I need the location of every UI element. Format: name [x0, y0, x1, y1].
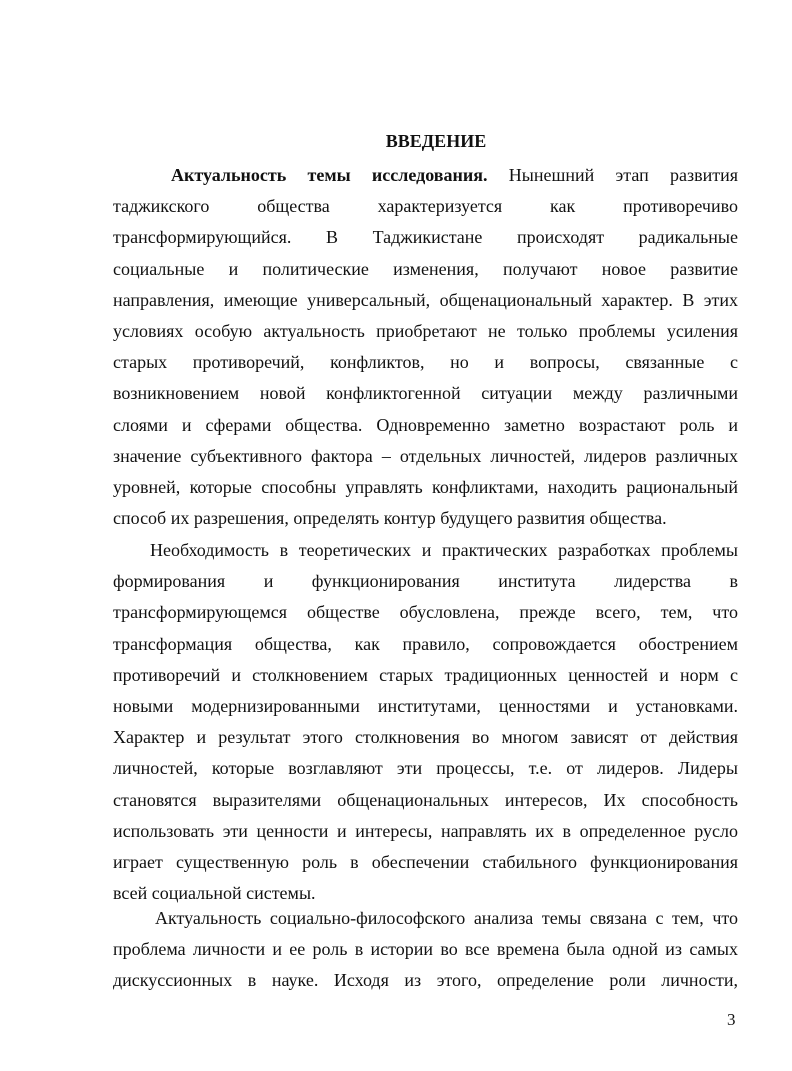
paragraph-line: Характер и результат этого столкновения во многом зависят от действия	[113, 727, 738, 748]
paragraph-2	[113, 535, 738, 909]
paragraph-line: использовать эти ценности и интересы, направлять их в определенное русло	[113, 820, 738, 841]
paragraph-line: трансформирующийся. В Таджикистане происходят радикальные	[113, 227, 738, 248]
paragraph-line: формирования и функционирования института лидерства в	[113, 571, 738, 592]
paragraph-line: новыми модернизированными институтами, ценностями и установками.	[113, 695, 738, 716]
bold-lead: Актуальность темы исследования.	[171, 165, 488, 185]
paragraph-line: становятся выразителями общенациональных интересов, Их способность	[113, 789, 738, 810]
paragraph-line: всей социальной системы.	[113, 883, 316, 904]
paragraph-line: Необходимость в теоретических и практических разработках проблемы	[150, 540, 738, 560]
paragraph-line: трансформирующемся обществе обусловлена, прежде всего, тем, что	[113, 602, 738, 623]
paragraph-line: проблема личности и ее роль в истории во все времена была одной из самых	[113, 939, 738, 960]
paragraph-line: старых противоречий, конфликтов, но и вопросы, связанные с	[113, 352, 738, 373]
paragraph-3	[113, 903, 738, 997]
lead-rest: Нынешний этап развития	[487, 165, 738, 185]
paragraph-line: уровней, которые способны управлять конфликтами, находить рациональный	[113, 476, 738, 497]
paragraph-line: трансформация общества, как правило, сопровождается обострением	[113, 633, 738, 654]
paragraph-line: личностей, которые возглавляют эти процессы, т.е. от лидеров. Лидеры	[113, 758, 738, 779]
paragraph-line: условиях особую актуальность приобретают не только проблемы усиления	[113, 320, 738, 341]
paragraph-line: таджикского общества характеризуется как противоречиво	[113, 196, 738, 217]
section-title: ВВЕДЕНИЕ	[385, 131, 487, 151]
paragraph-line: Актуальность социально-философского анализа темы связана с тем, что	[155, 908, 738, 928]
paragraph-line	[113, 160, 738, 191]
paragraph-line: значение субъективного фактора – отдельных личностей, лидеров различных	[113, 445, 738, 466]
paragraph-line: слоями и сферами общества. Одновременно заметно возрастают роль и	[113, 414, 738, 435]
paragraph-line: возникновением новой конфликтогенной ситуации между различными	[113, 383, 738, 404]
paragraph-line: направления, имеющие универсальный, общенациональный характер. В этих	[113, 289, 738, 310]
paragraph-line: противоречий и столкновением старых традиционных ценностей и норм с	[113, 664, 738, 685]
page-number: 3	[727, 1010, 736, 1029]
paragraph-line: социальные и политические изменения, получают новое развитие	[113, 258, 738, 279]
paragraph-line: играет существенную роль в обеспечении стабильного функционирования	[113, 851, 738, 872]
paragraph-line: способ их разрешения, определять контур будущего развития общества.	[113, 508, 667, 529]
paragraph-1	[113, 160, 738, 534]
paragraph-line: дискуссионных в науке. Исходя из этого, определение роли личности,	[113, 970, 738, 991]
